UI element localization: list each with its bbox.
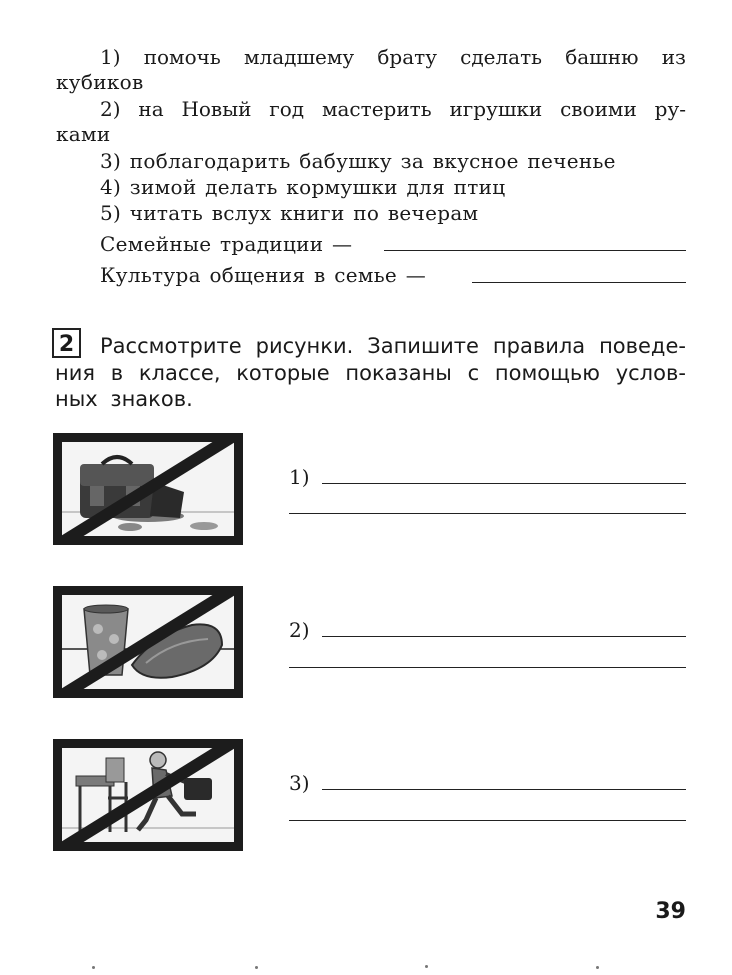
- scan-speck: [425, 965, 428, 968]
- word: сделать: [460, 45, 543, 69]
- running-in-class-prohibited-icon: [62, 748, 234, 842]
- answer-1-field-line1[interactable]: [322, 483, 686, 484]
- answer-3-field-line2[interactable]: [289, 820, 686, 821]
- word: из: [661, 45, 686, 69]
- word: поведе-: [599, 334, 686, 358]
- word: своими: [560, 97, 637, 121]
- answer-3-label: 3): [289, 771, 310, 795]
- prohibition-sign-3: [53, 739, 243, 851]
- bag-on-floor-prohibited-icon: [62, 442, 234, 536]
- prohibition-sign-1: [53, 433, 243, 545]
- list-item-5: 5) читать вслух книги по вечерам: [100, 201, 479, 225]
- word: помочь: [143, 45, 221, 69]
- word: Рассмотрите: [100, 334, 242, 358]
- task-line-1: [100, 333, 686, 359]
- word: классе,: [138, 361, 221, 385]
- list-item-2-line2: ками: [56, 122, 111, 146]
- word: игрушки: [449, 97, 543, 121]
- word: которые: [236, 361, 330, 385]
- task-line-2: [55, 360, 686, 386]
- word: башню: [565, 45, 639, 69]
- word: брату: [377, 45, 437, 69]
- scan-speck: [92, 966, 95, 969]
- traditions-label: Семейные традиции —: [100, 232, 353, 256]
- word: показаны: [345, 361, 452, 385]
- answer-1-field-line2[interactable]: [289, 513, 686, 514]
- list-item-1-line1: [100, 44, 686, 70]
- answer-2-field-line2[interactable]: [289, 667, 686, 668]
- culture-answer-field[interactable]: [472, 282, 686, 283]
- word: услов-: [615, 361, 686, 385]
- word: Новый: [181, 97, 252, 121]
- page-number: 39: [655, 899, 686, 924]
- traditions-answer-field[interactable]: [384, 250, 686, 251]
- word: на: [138, 97, 164, 121]
- word: мастерить: [321, 97, 432, 121]
- list-item-4: 4) зимой делать кормушки для птиц: [100, 175, 506, 199]
- word: в: [110, 361, 124, 385]
- word: 2): [100, 97, 121, 121]
- list-item-2-line1: [100, 96, 686, 122]
- word: год: [269, 97, 305, 121]
- task-number-box: 2: [52, 328, 81, 358]
- culture-label: Культура общения в семье —: [100, 263, 426, 287]
- word: ния: [55, 361, 96, 385]
- scan-speck: [596, 966, 599, 969]
- answer-3-field-line1[interactable]: [322, 789, 686, 790]
- answer-1-label: 1): [289, 465, 310, 489]
- word: помощью: [494, 361, 600, 385]
- answer-2-field-line1[interactable]: [322, 636, 686, 637]
- list-item-3: 3) поблагодарить бабушку за вкусное печенье: [100, 149, 616, 173]
- word: с: [467, 361, 480, 385]
- word: рисунки.: [255, 334, 354, 358]
- prohibition-sign-2: [53, 586, 243, 698]
- food-on-desk-prohibited-icon: [62, 595, 234, 689]
- word: правила: [492, 334, 586, 358]
- word: 1): [100, 45, 121, 69]
- task-line-3: ных знаков.: [55, 387, 193, 411]
- word: ру-: [654, 97, 686, 121]
- answer-2-label: 2): [289, 618, 310, 642]
- word: младшему: [243, 45, 355, 69]
- scan-speck: [255, 966, 258, 969]
- list-item-1-line2: кубиков: [56, 70, 144, 94]
- word: Запишите: [367, 334, 479, 358]
